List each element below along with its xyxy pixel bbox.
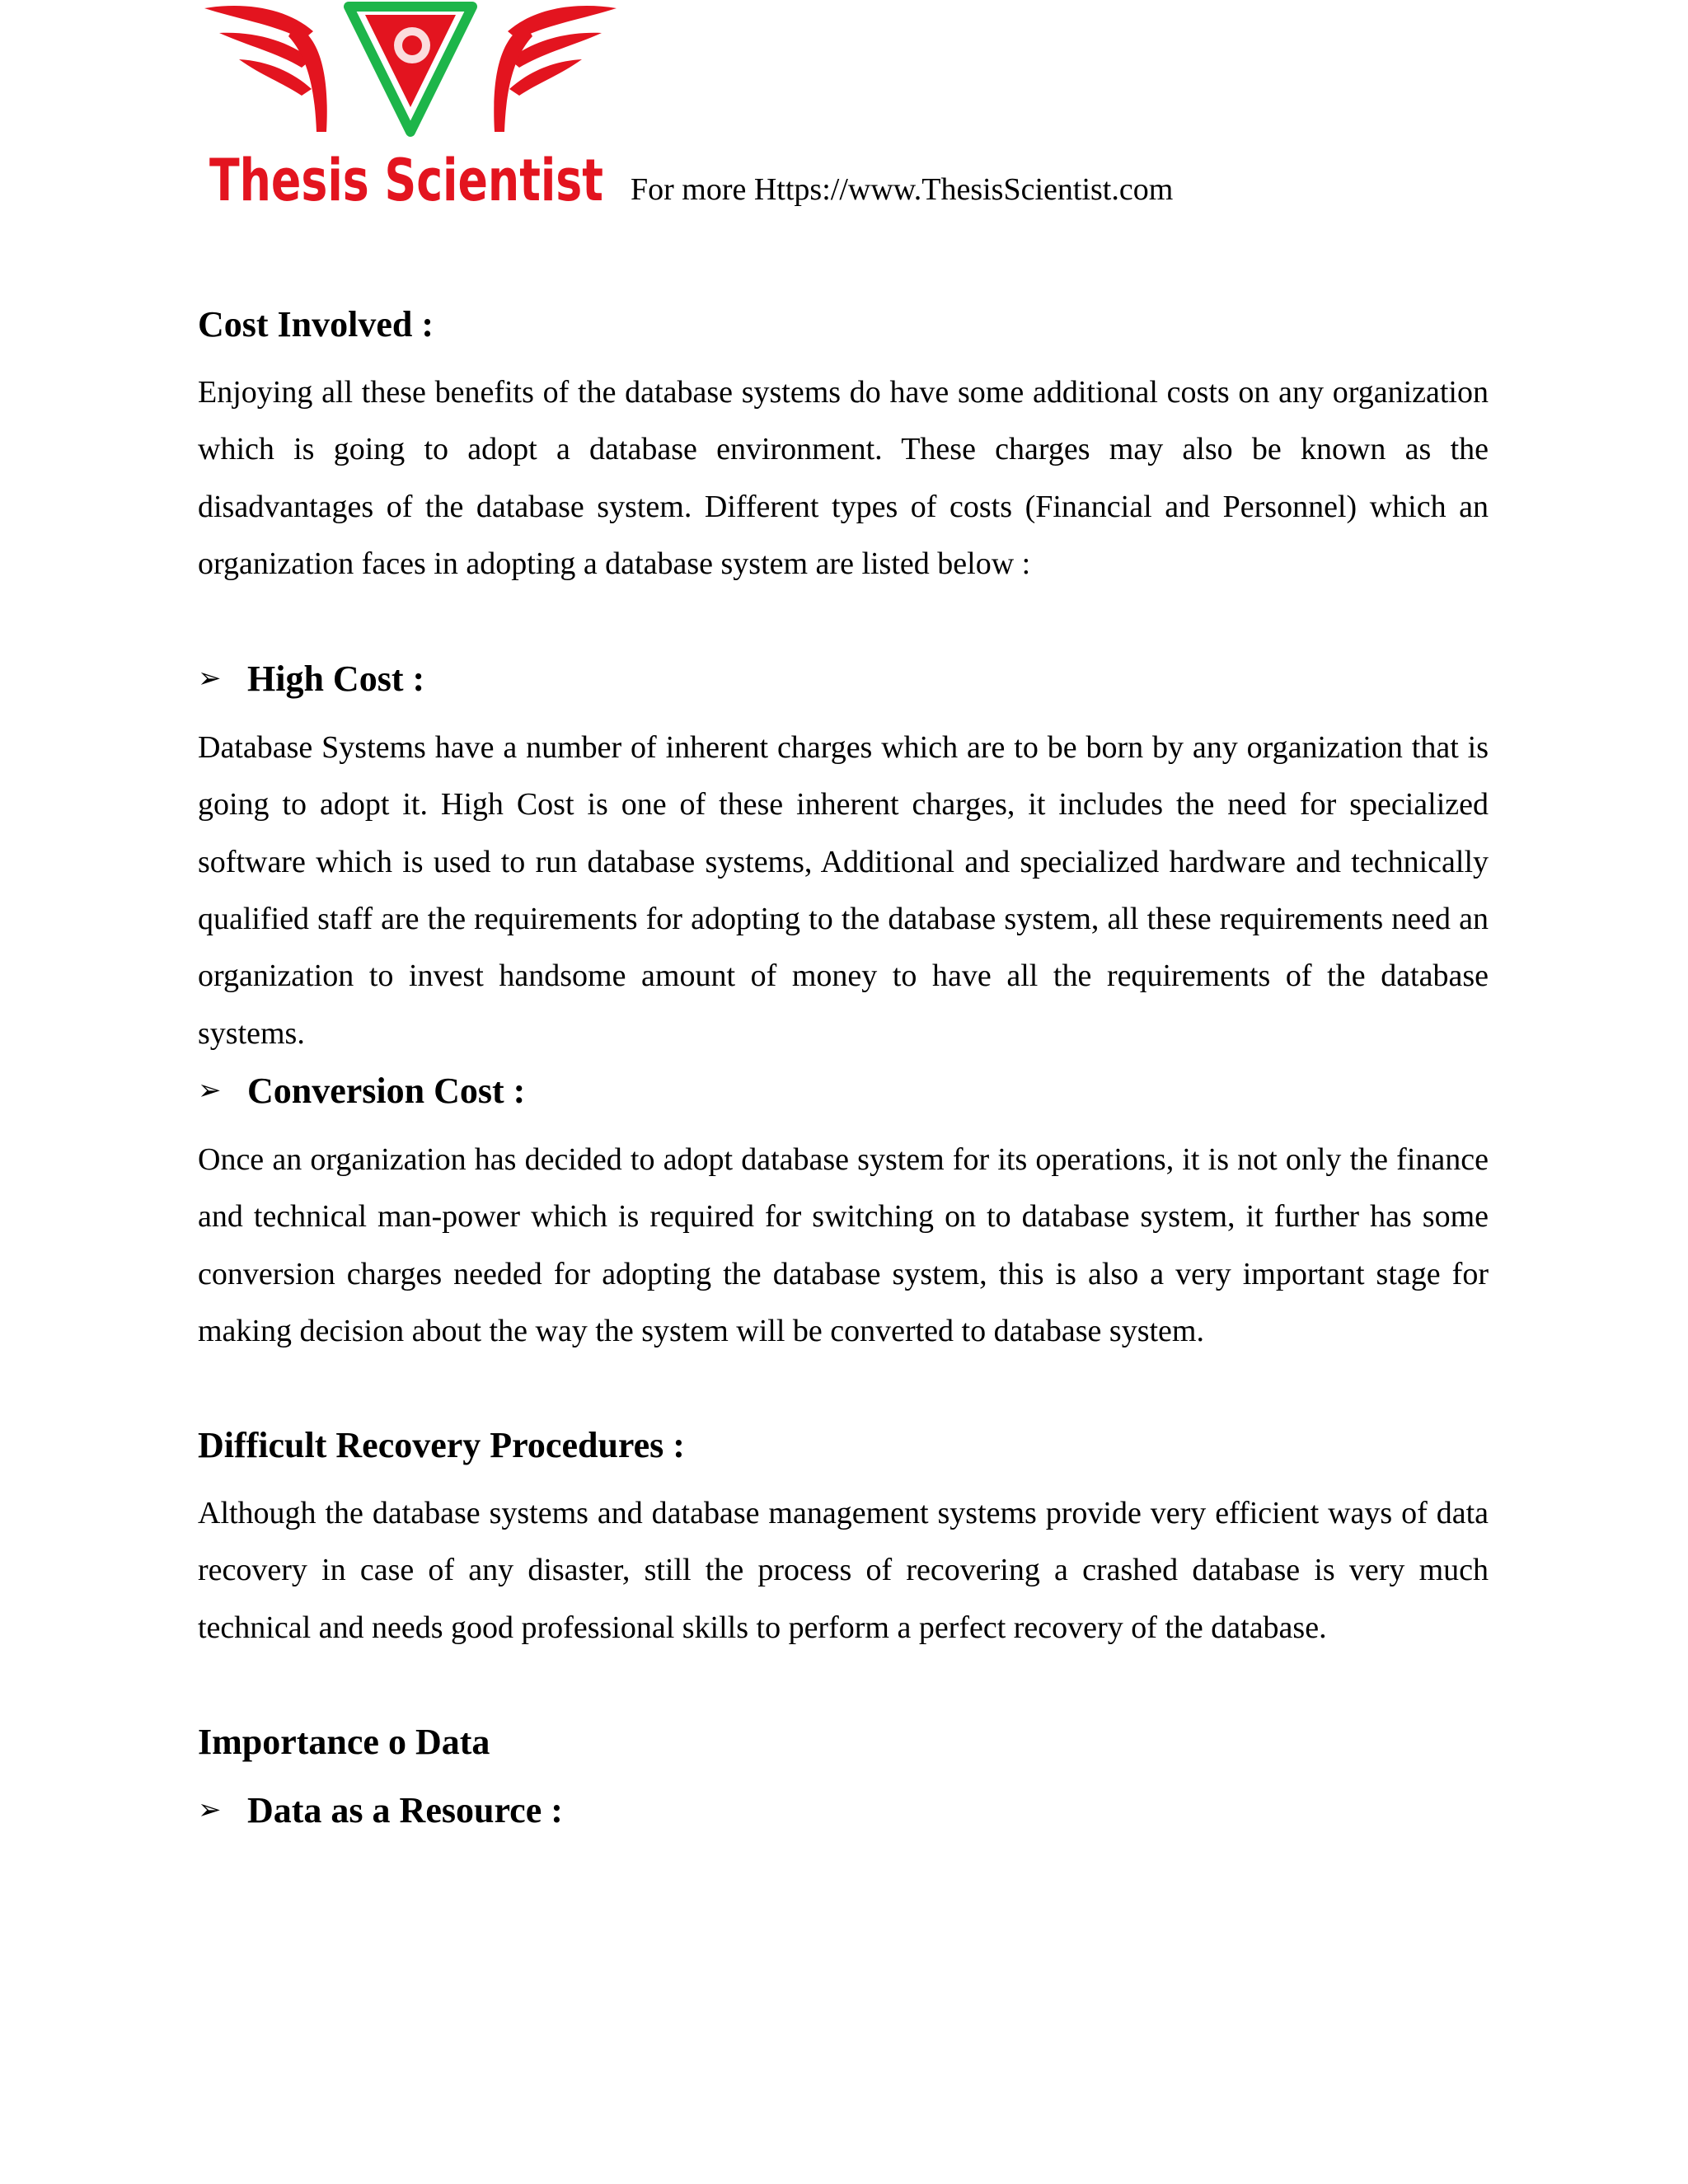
left-wing-icon bbox=[204, 6, 327, 132]
paragraph-difficult-recovery: Although the database systems and database management systems provide very efficient ways of data recovery in case of any disaster, still the process of recovering a crashed database is very much technical and needs good professional skills to perform a perfect recovery of the database. bbox=[198, 1496, 1489, 1645]
right-wing-icon bbox=[494, 6, 617, 132]
heading-data-as-resource bbox=[198, 1782, 1489, 1840]
paragraph-conversion-cost: Once an organization has decided to adopt database system for its operations, it is not only the finance and technical man-power which is required for switching on to database system, it further has some conversion charges needed for adopting the database system, this is also a very important stage for making decision about the way the system will be converted to database system. bbox=[198, 1141, 1489, 1348]
heading-conversion-cost bbox=[198, 1062, 1489, 1120]
logo-wordmark: Thesis Scientist bbox=[209, 147, 603, 214]
heading-high-cost bbox=[198, 650, 1489, 708]
page-header bbox=[196, 0, 1268, 223]
heading-conversion-cost-label: Conversion Cost : bbox=[247, 1070, 526, 1111]
document-content bbox=[198, 297, 1489, 1840]
logo-graphic bbox=[196, 0, 625, 223]
heading-data-as-resource-label: Data as a Resource : bbox=[247, 1790, 563, 1831]
thesis-scientist-logo bbox=[196, 0, 625, 223]
heading-high-cost-label: High Cost : bbox=[247, 658, 425, 700]
paragraph-high-cost: Database Systems have a number of inherent charges which are to be born by any organization that is going to adopt it. High Cost is one of these inherent charges, it includes the need for specialized software which is used to run database systems, Additional and specialized hardware and technically qualified staff are the requirements for adopting to the database system, all these requirements need an organization to invest handsome amount of money to have all the requirements of the database systems. bbox=[198, 730, 1489, 1051]
heading-cost-involved: Cost Involved : bbox=[198, 304, 434, 344]
paragraph-cost-involved: Enjoying all these benefits of the database systems do have some additional costs on any organization which is going to adopt a database environment. These charges may also be known as the disadvantages of the database system. Different types of costs (Financial and Personnel) which an organization faces in adopting a database system are listed below : bbox=[198, 375, 1489, 581]
arrow-bullet-icon: ➢ bbox=[198, 663, 222, 695]
heading-importance-of-data: Importance o Data bbox=[198, 1722, 490, 1763]
arrow-bullet-icon: ➢ bbox=[198, 1795, 222, 1826]
website-link[interactable]: For more Https://www.ThesisScientist.com bbox=[631, 172, 1174, 207]
heading-difficult-recovery: Difficult Recovery Procedures : bbox=[198, 1425, 685, 1466]
emblem-core-icon bbox=[402, 35, 422, 55]
arrow-bullet-icon: ➢ bbox=[198, 1075, 222, 1106]
